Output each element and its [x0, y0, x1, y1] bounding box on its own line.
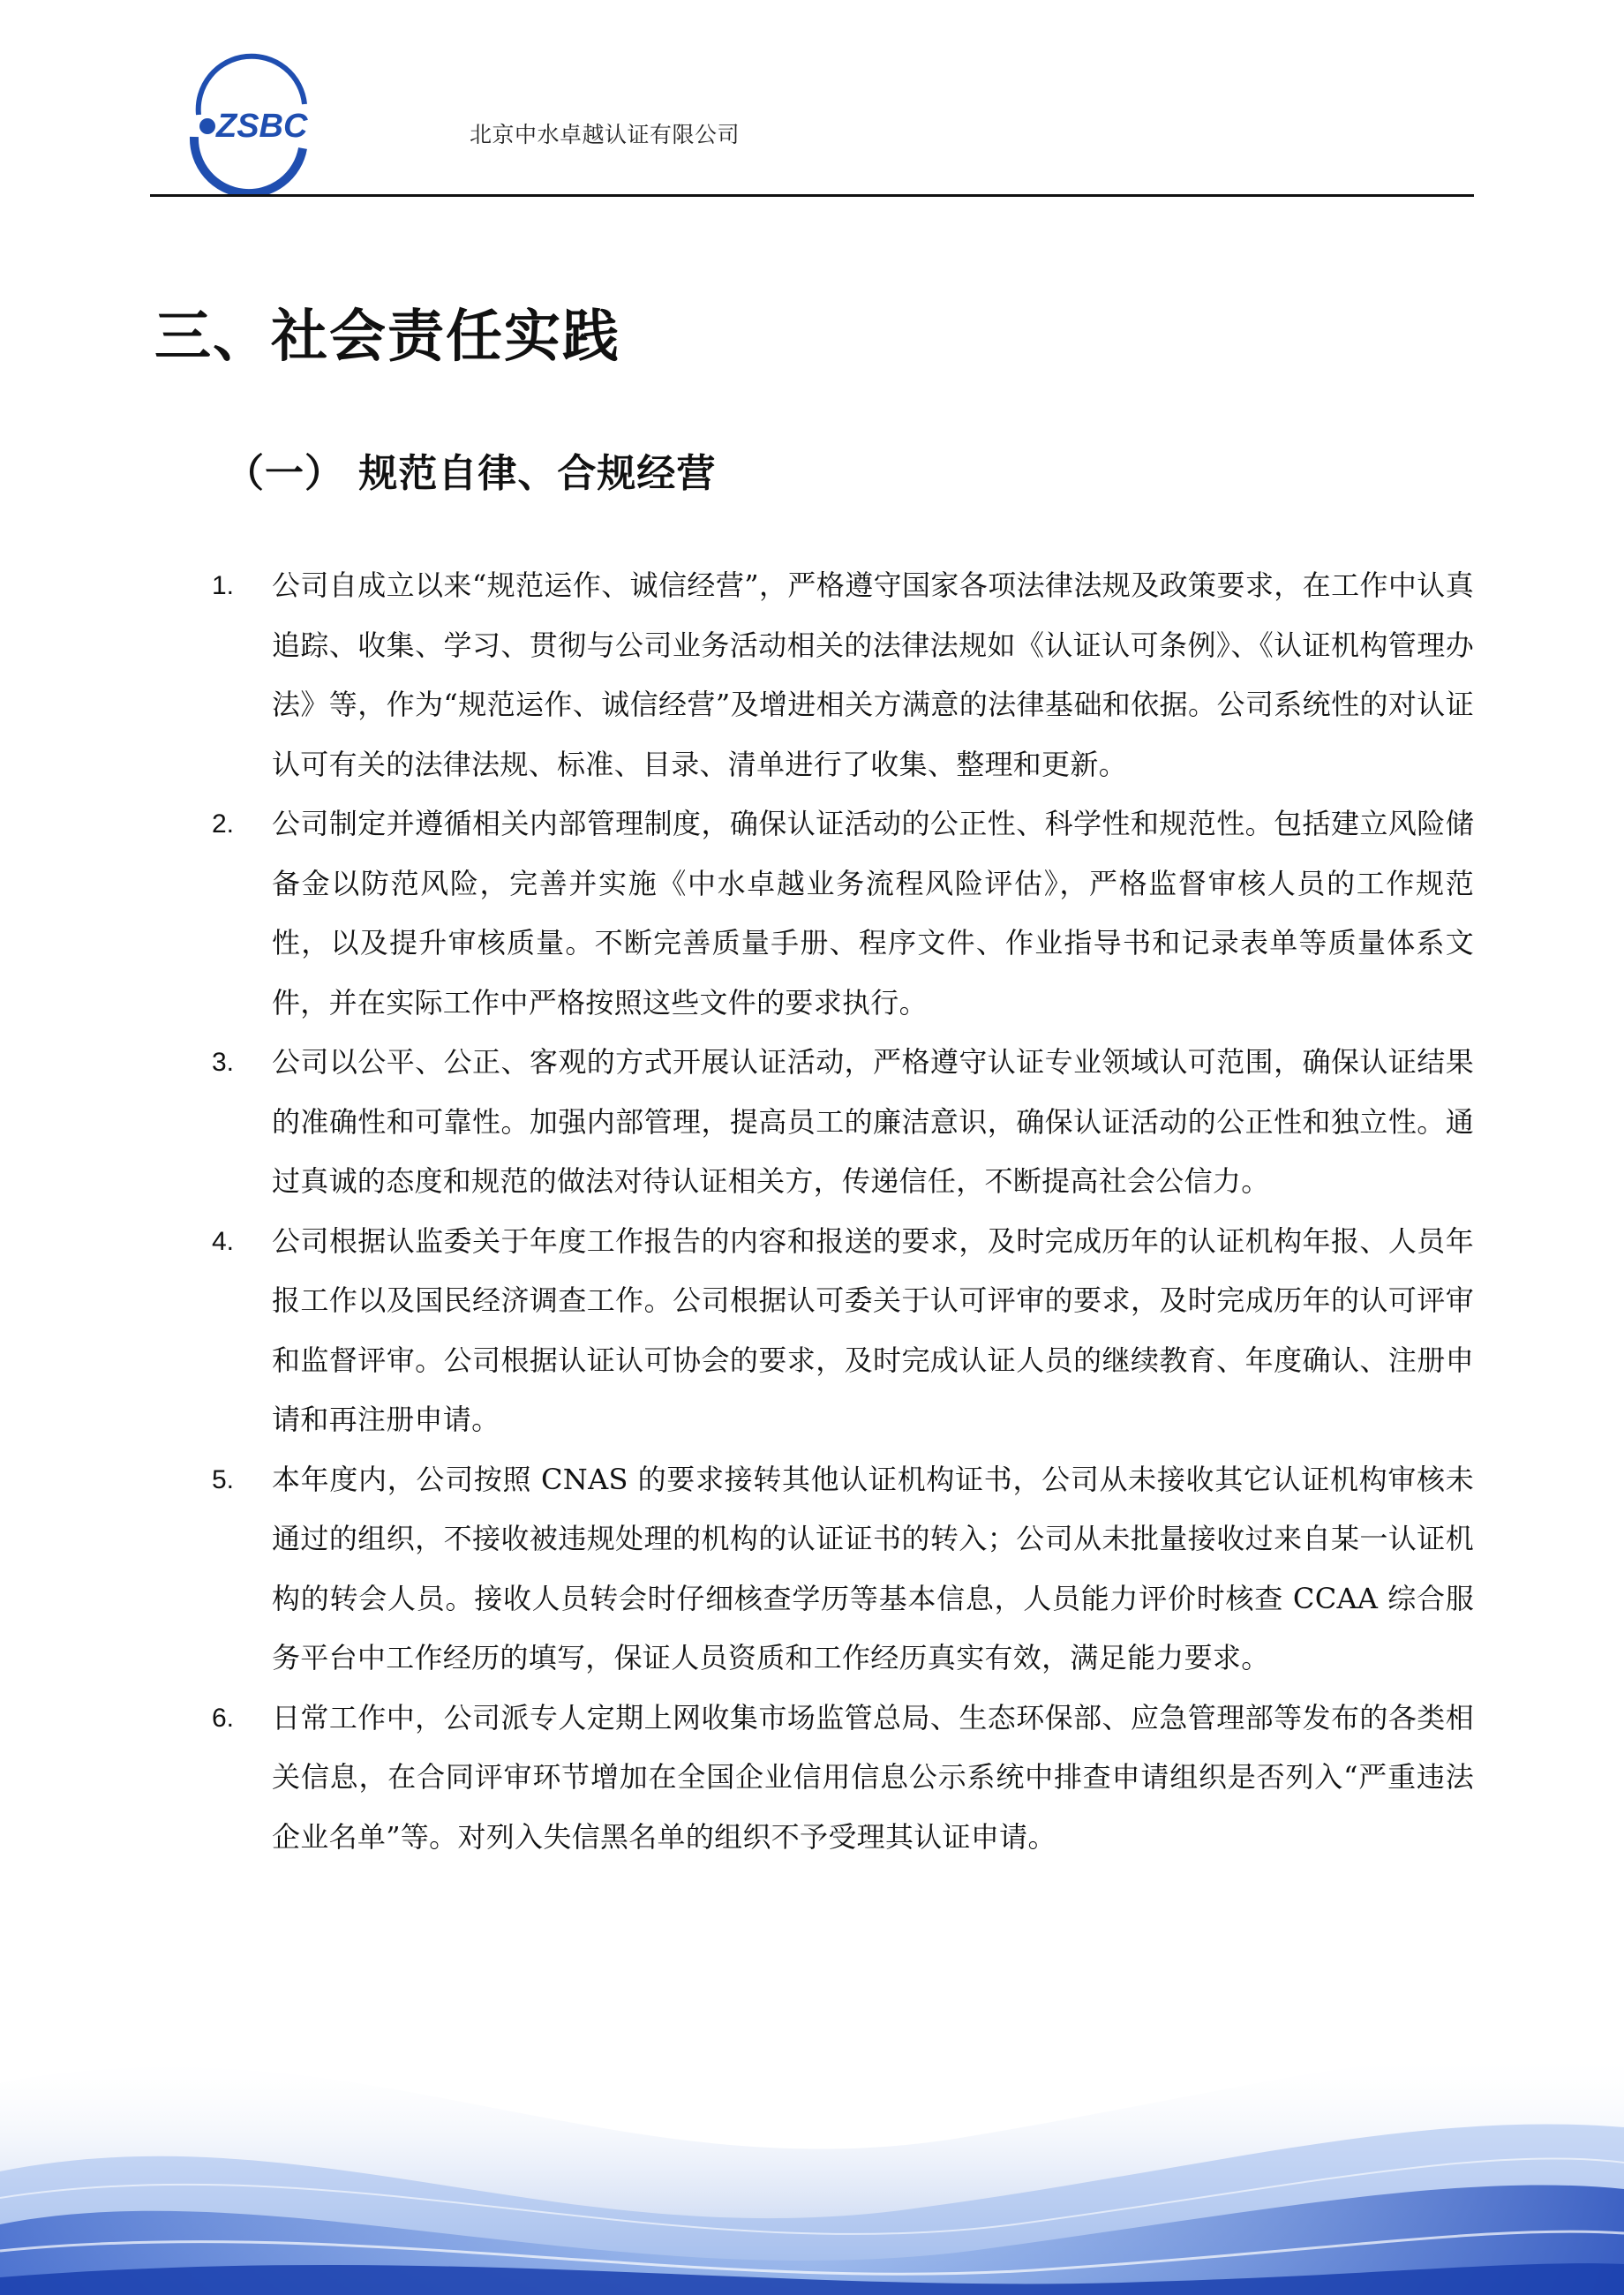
list-item	[212, 556, 1474, 794]
item-text: 日常工作中，公司派专人定期上网收集市场监管总局、生态环保部、应急管理部等发布的各类相关信息，在合同评审环节增加在全国企业信用信息公示系统中排查申请组织是否列入“严重违法企业名单”等。对列入失信黑名单的组织不予受理其认证申请。	[272, 1700, 1474, 1854]
item-number: 1.	[212, 571, 235, 600]
list-item	[212, 1689, 1474, 1868]
section-title: 三、社会责任实践	[154, 305, 620, 370]
page-header	[150, 44, 1474, 199]
compliance-list	[212, 556, 1474, 1867]
item-text: 公司制定并遵循相关内部管理制度，确保认证活动的公正性、科学性和规范性。包括建立风险储备金以防范风险，完善并实施《中水卓越业务流程风险评估》，严格监督审核人员的工作规范性，以及提升审核质量。不断完善质量手册、程序文件、作业指导书和记录表单等质量体系文件，并在实际工作中严格按照这些文件的要求执行。	[272, 807, 1474, 1020]
zsbc-logo	[172, 53, 327, 194]
company-name: 北京中水卓越认证有限公司	[470, 122, 741, 147]
subsection-title: （一） 规范自律、合规经营	[225, 451, 717, 496]
header-divider	[150, 194, 1474, 197]
item-number: 4.	[212, 1226, 235, 1256]
item-text: 公司以公平、公正、客观的方式开展认证活动，严格遵守认证专业领域认可范围，确保认证结果的准确性和可靠性。加强内部管理，提高员工的廉洁意识，确保认证活动的公正性和独立性。通过真诚的态度和规范的做法对待认证相关方，传递信任，不断提高社会公信力。	[272, 1045, 1474, 1198]
item-number: 6.	[212, 1703, 235, 1733]
list-item	[212, 1212, 1474, 1450]
item-number: 2.	[212, 809, 235, 839]
list-item	[212, 794, 1474, 1033]
item-text: 本年度内，公司按照 CNAS 的要求接转其他认证机构证书，公司从未接收其它认证机构审核未通过的组织，不接收被违规处理的机构的认证证书的转入；公司从未批量接收过来自某一认证机构的转会人员。接收人员转会时仔细核查学历等基本信息，人员能力评价时核查 CCAA 综合服务平台中工作经历的填写，保证人员资质和工作经历真实有效，满足能力要求。	[272, 1462, 1474, 1674]
list-item	[212, 1033, 1474, 1212]
item-text: 公司根据认监委关于年度工作报告的内容和报送的要求，及时完成历年的认证机构年报、人员年报工作以及国民经济调查工作。公司根据认可委关于认可评审的要求，及时完成历年的认可评审和监督评审。公司根据认证认可协会的要求，及时完成认证人员的继续教育、年度确认、注册申请和再注册申请。	[272, 1223, 1474, 1436]
item-number: 3.	[212, 1048, 235, 1077]
svg-text:ZSBC: ZSBC	[216, 108, 308, 145]
item-number: 5.	[212, 1464, 235, 1494]
background-wave-decoration	[0, 1907, 1624, 2295]
item-text: 公司自成立以来“规范运作、诚信经营”，严格遵守国家各项法律法规及政策要求，在工作中认真追踪、收集、学习、贯彻与公司业务活动相关的法律法规如《认证认可条例》、《认证机构管理办法》等，作为“规范运作、诚信经营”及增进相关方满意的法律基础和依据。公司系统性的对认证认可有关的法律法规、标准、目录、清单进行了收集、整理和更新。	[272, 568, 1474, 781]
list-item	[212, 1450, 1474, 1689]
